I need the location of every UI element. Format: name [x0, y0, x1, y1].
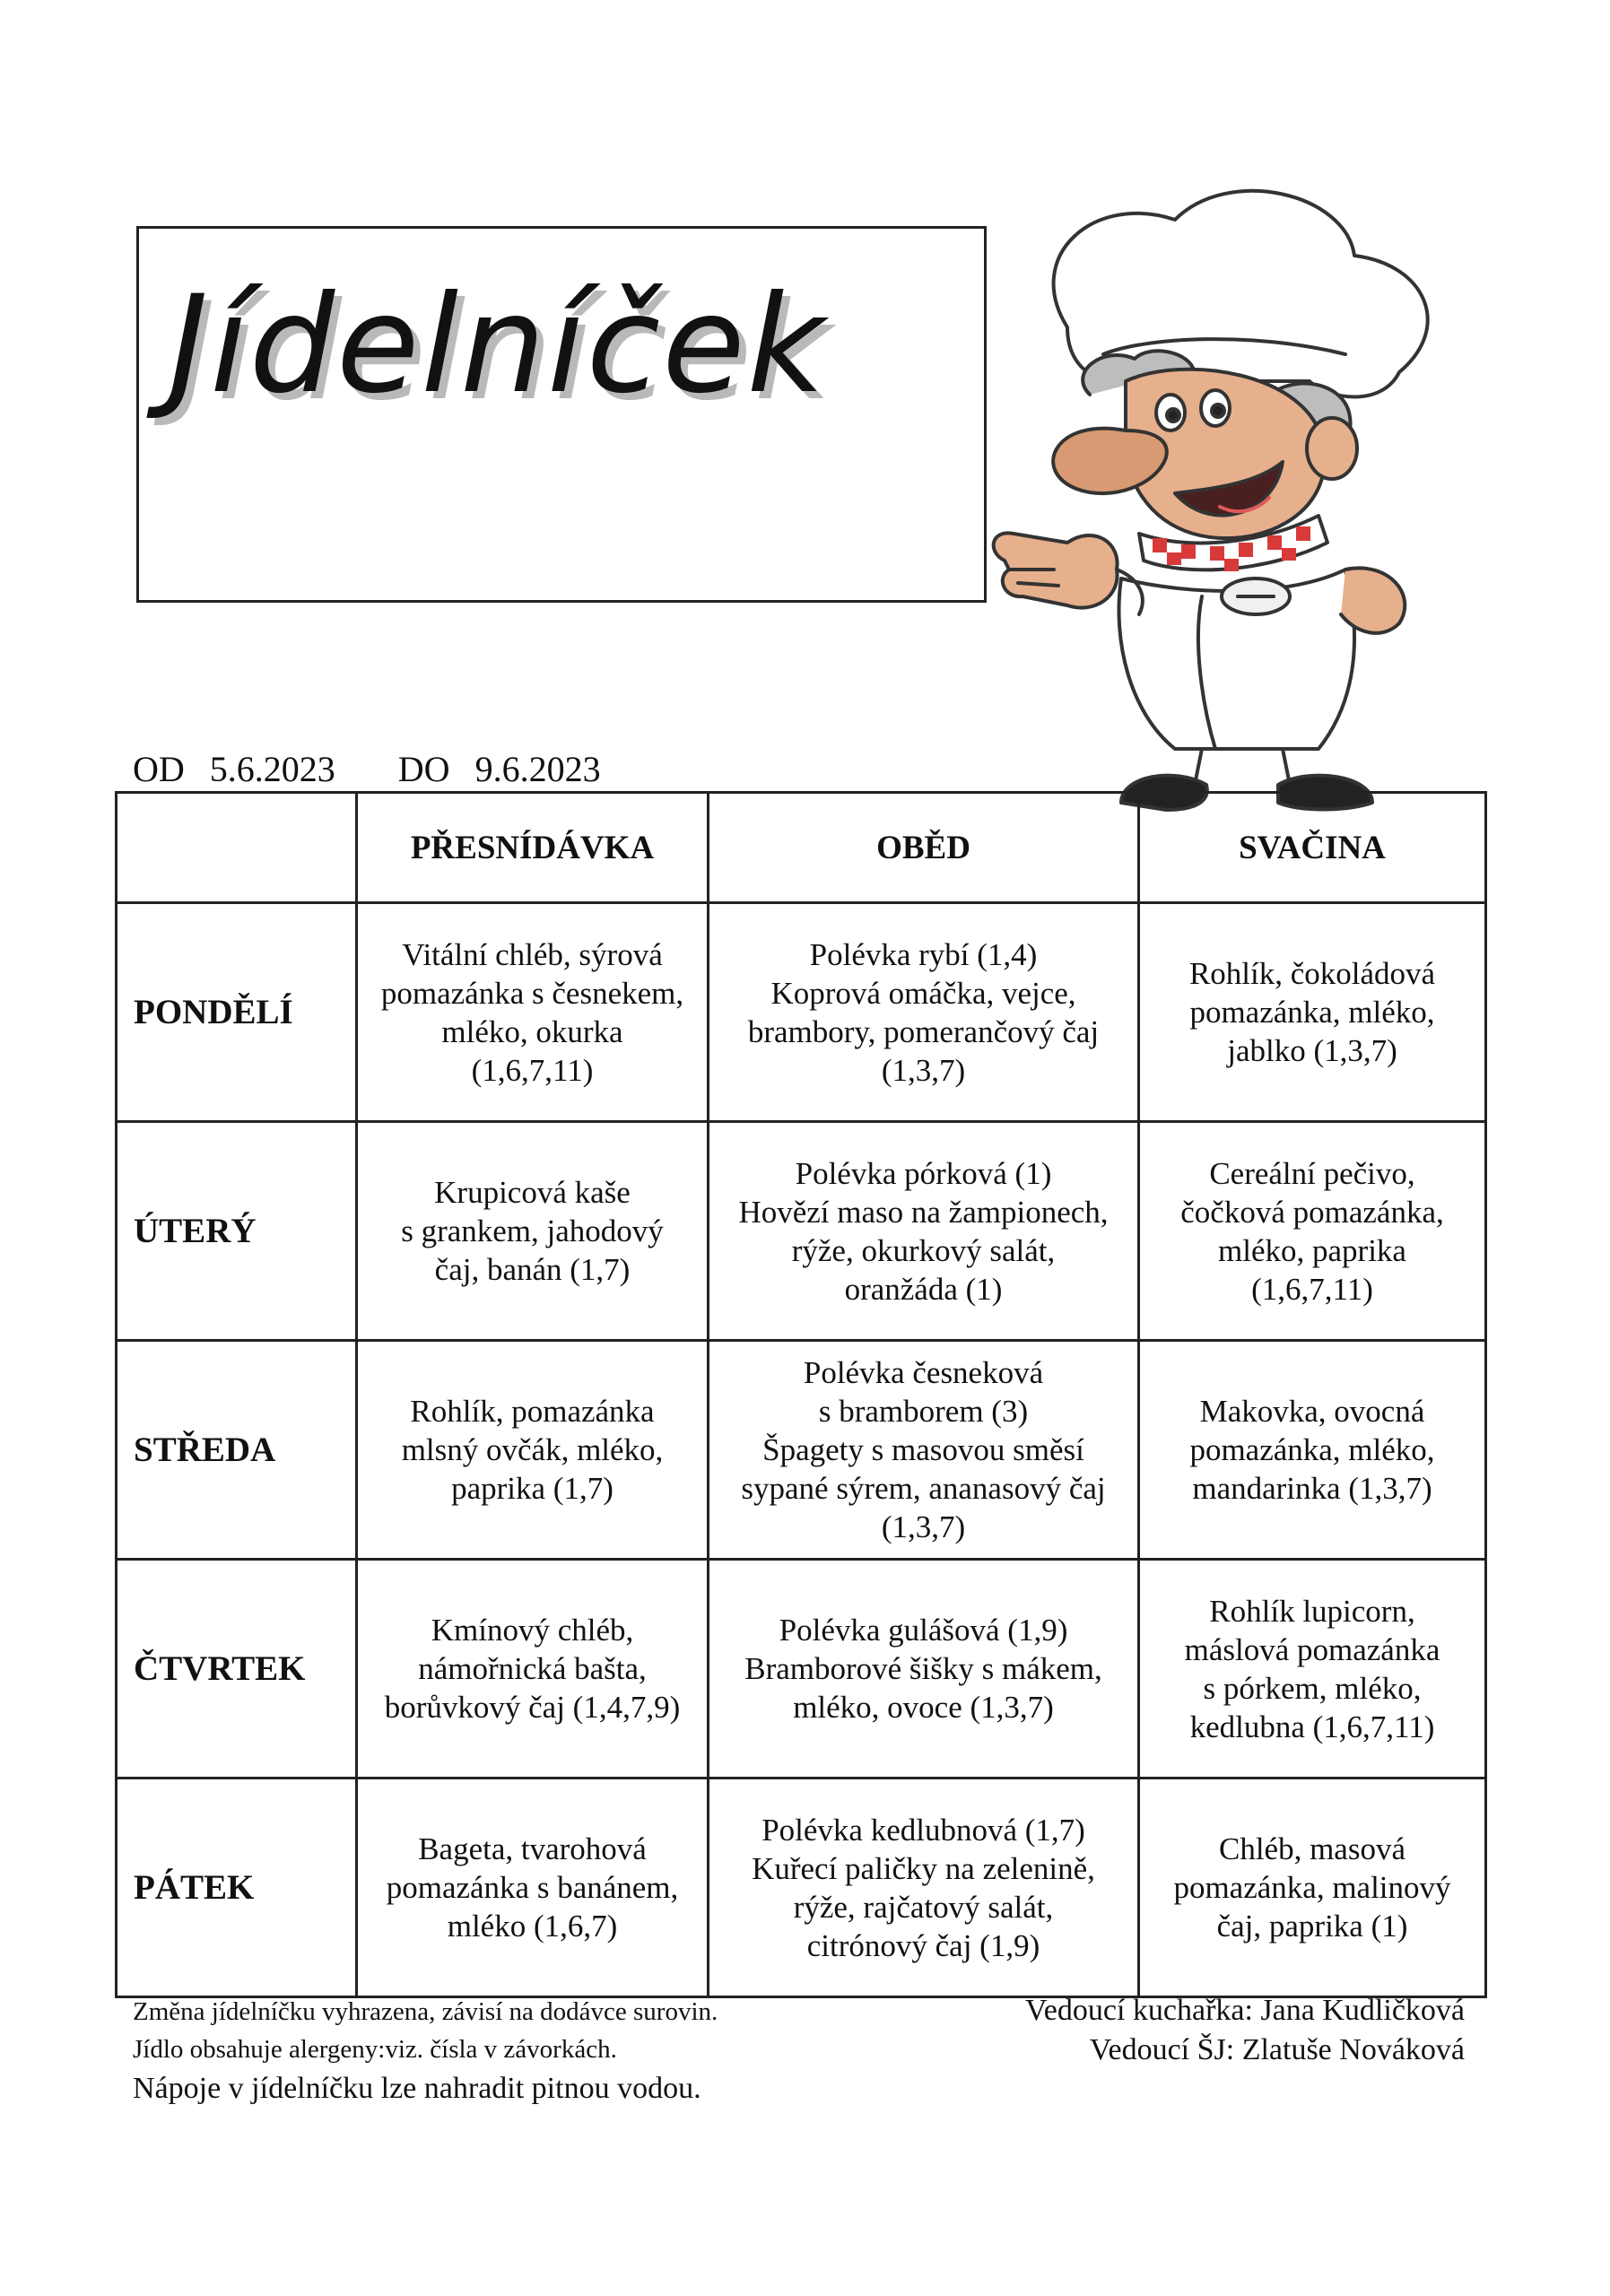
svacina-text: Cereální pečivo, čočková pomazánka, mléko, paprika (1,6,7,11): [1180, 1155, 1444, 1307]
svacina-text: Rohlík lupicorn, máslová pomazánka s pórkem, mléko, kedlubna (1,6,7,11): [1184, 1593, 1440, 1744]
presnidavka-cell: [357, 1341, 709, 1560]
table-row: [117, 903, 1486, 1122]
date-from-value: 5.6.2023: [209, 749, 335, 789]
obed-text: Polévka česneková s bramborem (3) Špagety s masovou směsí sypané sýrem, ananasový čaj (1,3,7): [741, 1355, 1106, 1544]
header-empty: [117, 793, 357, 903]
presnidavka-text: Bageta, tvarohová pomazánka s banánem, mléko (1,6,7): [386, 1831, 679, 1944]
obed-cell: [709, 1560, 1139, 1779]
svacina-cell: [1139, 903, 1486, 1122]
obed-cell: [709, 903, 1139, 1122]
svacina-text: Chléb, masová pomazánka, malinový čaj, paprika (1): [1173, 1831, 1451, 1944]
presnidavka-text: Vitální chléb, sýrová pomazánka s česnekem, mléko, okurka (1,6,7,11): [380, 936, 684, 1088]
presnidavka-cell: [357, 1560, 709, 1779]
svacina-cell: [1139, 1779, 1486, 1997]
presnidavka-cell: [357, 1122, 709, 1341]
date-to-label: DO: [397, 749, 450, 789]
obed-text: Polévka pórková (1) Hovězí maso na žampionech, rýže, okurkový salát, oranžáda (1): [738, 1155, 1109, 1307]
obed-text: Polévka gulášová (1,9) Bramborové šišky s mákem, mléko, ovoce (1,3,7): [744, 1613, 1102, 1725]
page-title: Jídelníček: [169, 267, 827, 423]
presnidavka-cell: [357, 903, 709, 1122]
presnidavka-text: Rohlík, pomazánka mlsný ovčák, mléko, paprika (1,7): [401, 1394, 664, 1506]
date-range: [133, 748, 601, 790]
svacina-cell: [1139, 1122, 1486, 1341]
day-label: ČTVRTEK: [117, 1560, 357, 1779]
day-label: STŘEDA: [117, 1341, 357, 1560]
staff-line: Vedoucí kuchařka: Jana Kudličková: [1025, 1994, 1465, 2027]
presnidavka-cell: [357, 1779, 709, 1997]
footer-notes: [133, 1993, 718, 2109]
presnidavka-text: Krupicová kaše s grankem, jahodový čaj, banán (1,7): [401, 1175, 664, 1287]
footer-staff: [1025, 1991, 1465, 2070]
footer-note: Jídlo obsahuje alergeny:viz. čísla v závorkách.: [133, 2035, 617, 2064]
svacina-cell: [1139, 1341, 1486, 1560]
day-label: PONDĚLÍ: [117, 903, 357, 1122]
svacina-cell: [1139, 1560, 1486, 1779]
obed-cell: [709, 1122, 1139, 1341]
table-row: [117, 1122, 1486, 1341]
table-row: [117, 1341, 1486, 1560]
obed-text: Polévka rybí (1,4) Koprová omáčka, vejce, brambory, pomerančový čaj (1,3,7): [747, 936, 1100, 1088]
obed-cell: [709, 1779, 1139, 1997]
day-label: ÚTERÝ: [117, 1122, 357, 1341]
chef-icon: [969, 175, 1489, 812]
menu-table: [115, 791, 1487, 1998]
presnidavka-text: Kmínový chléb, námořnická bašta, borůvkový čaj (1,4,7,9): [384, 1613, 681, 1725]
svacina-text: Rohlík, čokoládová pomazánka, mléko, jablko (1,3,7): [1188, 956, 1436, 1068]
obed-text: Polévka kedlubnová (1,7) Kuřecí paličky na zelenině, rýže, rajčatový salát, citrónový čaj (1,9): [752, 1812, 1095, 1963]
table-row: [117, 1560, 1486, 1779]
table-header-row: [117, 793, 1486, 903]
obed-cell: [709, 1341, 1139, 1560]
header-svacina: SVAČINA: [1139, 793, 1486, 903]
table-row: [117, 1779, 1486, 1997]
header-presnidavka: PŘESNÍDÁVKA: [357, 793, 709, 903]
svacina-text: Makovka, ovocná pomazánka, mléko, mandarinka (1,3,7): [1189, 1394, 1435, 1506]
header-obed: OBĚD: [709, 793, 1139, 903]
date-from-label: OD: [133, 749, 185, 789]
day-label: PÁTEK: [117, 1779, 357, 1997]
footer-note: Změna jídelníčku vyhrazena, závisí na dodávce surovin.: [133, 1997, 718, 2026]
date-to-value: 9.6.2023: [474, 749, 601, 789]
footer-note: Nápoje v jídelníčku lze nahradit pitnou vodou.: [133, 2072, 701, 2105]
staff-line: Vedoucí ŠJ: Zlatuše Nováková: [1089, 2033, 1465, 2066]
